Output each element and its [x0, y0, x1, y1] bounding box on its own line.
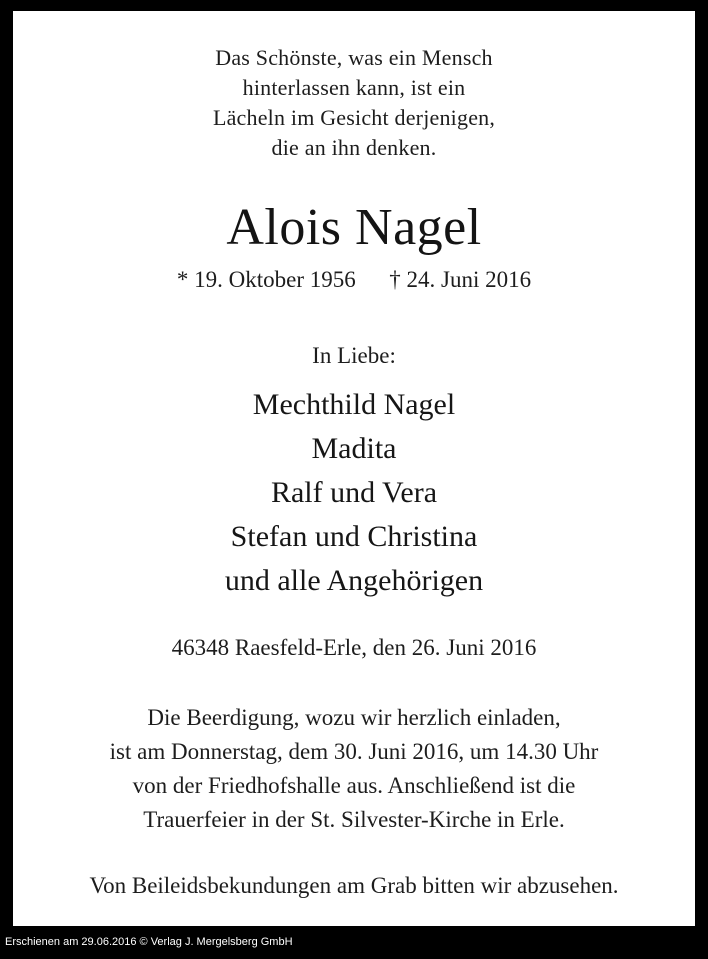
obituary-card — [13, 11, 695, 926]
survivors-list — [53, 383, 655, 603]
birth-date: * 19. Oktober 1956 — [176, 267, 356, 292]
life-dates — [53, 265, 655, 295]
place-and-date: 46348 Raesfeld-Erle, den 26. Juni 2016 — [171, 635, 537, 660]
list-item: Stefan und Christina — [230, 520, 478, 553]
list-item: Madita — [311, 432, 397, 465]
list-item: Ralf und Vera — [270, 476, 438, 509]
verse-line: Das Schönste, was ein Mensch — [215, 45, 493, 70]
funeral-line: Trauerfeier in der St. Silvester-Kirche in Erle. — [143, 807, 565, 832]
death-date: † 24. Juni 2016 — [389, 267, 532, 292]
funeral-details — [53, 701, 655, 837]
funeral-line: ist am Donnerstag, dem 30. Juni 2016, um 14.30 Uhr — [109, 739, 599, 764]
obituary-content — [13, 11, 695, 901]
memorial-verse — [53, 43, 655, 163]
funeral-line: von der Friedhofshalle aus. Anschließend ist die — [132, 773, 576, 798]
funeral-line: Die Beerdigung, wozu wir herzlich einladen, — [147, 705, 561, 730]
publisher-footer: Erschienen am 29.06.2016 © Verlag J. Mergelsberg GmbH — [0, 926, 708, 959]
verse-line: hinterlassen kann, ist ein — [242, 75, 466, 100]
list-item: Mechthild Nagel — [252, 388, 456, 421]
list-item: und alle Angehörigen — [224, 564, 484, 597]
deceased-name: Alois Nagel — [226, 199, 482, 256]
verse-line: die an ihn denken. — [271, 135, 437, 160]
closing-note: Von Beileidsbekundungen am Grab bitten wir abzusehen. — [89, 873, 619, 898]
verse-line: Lächeln im Gesicht derjenigen, — [212, 105, 496, 130]
in-love-label: In Liebe: — [312, 343, 396, 368]
